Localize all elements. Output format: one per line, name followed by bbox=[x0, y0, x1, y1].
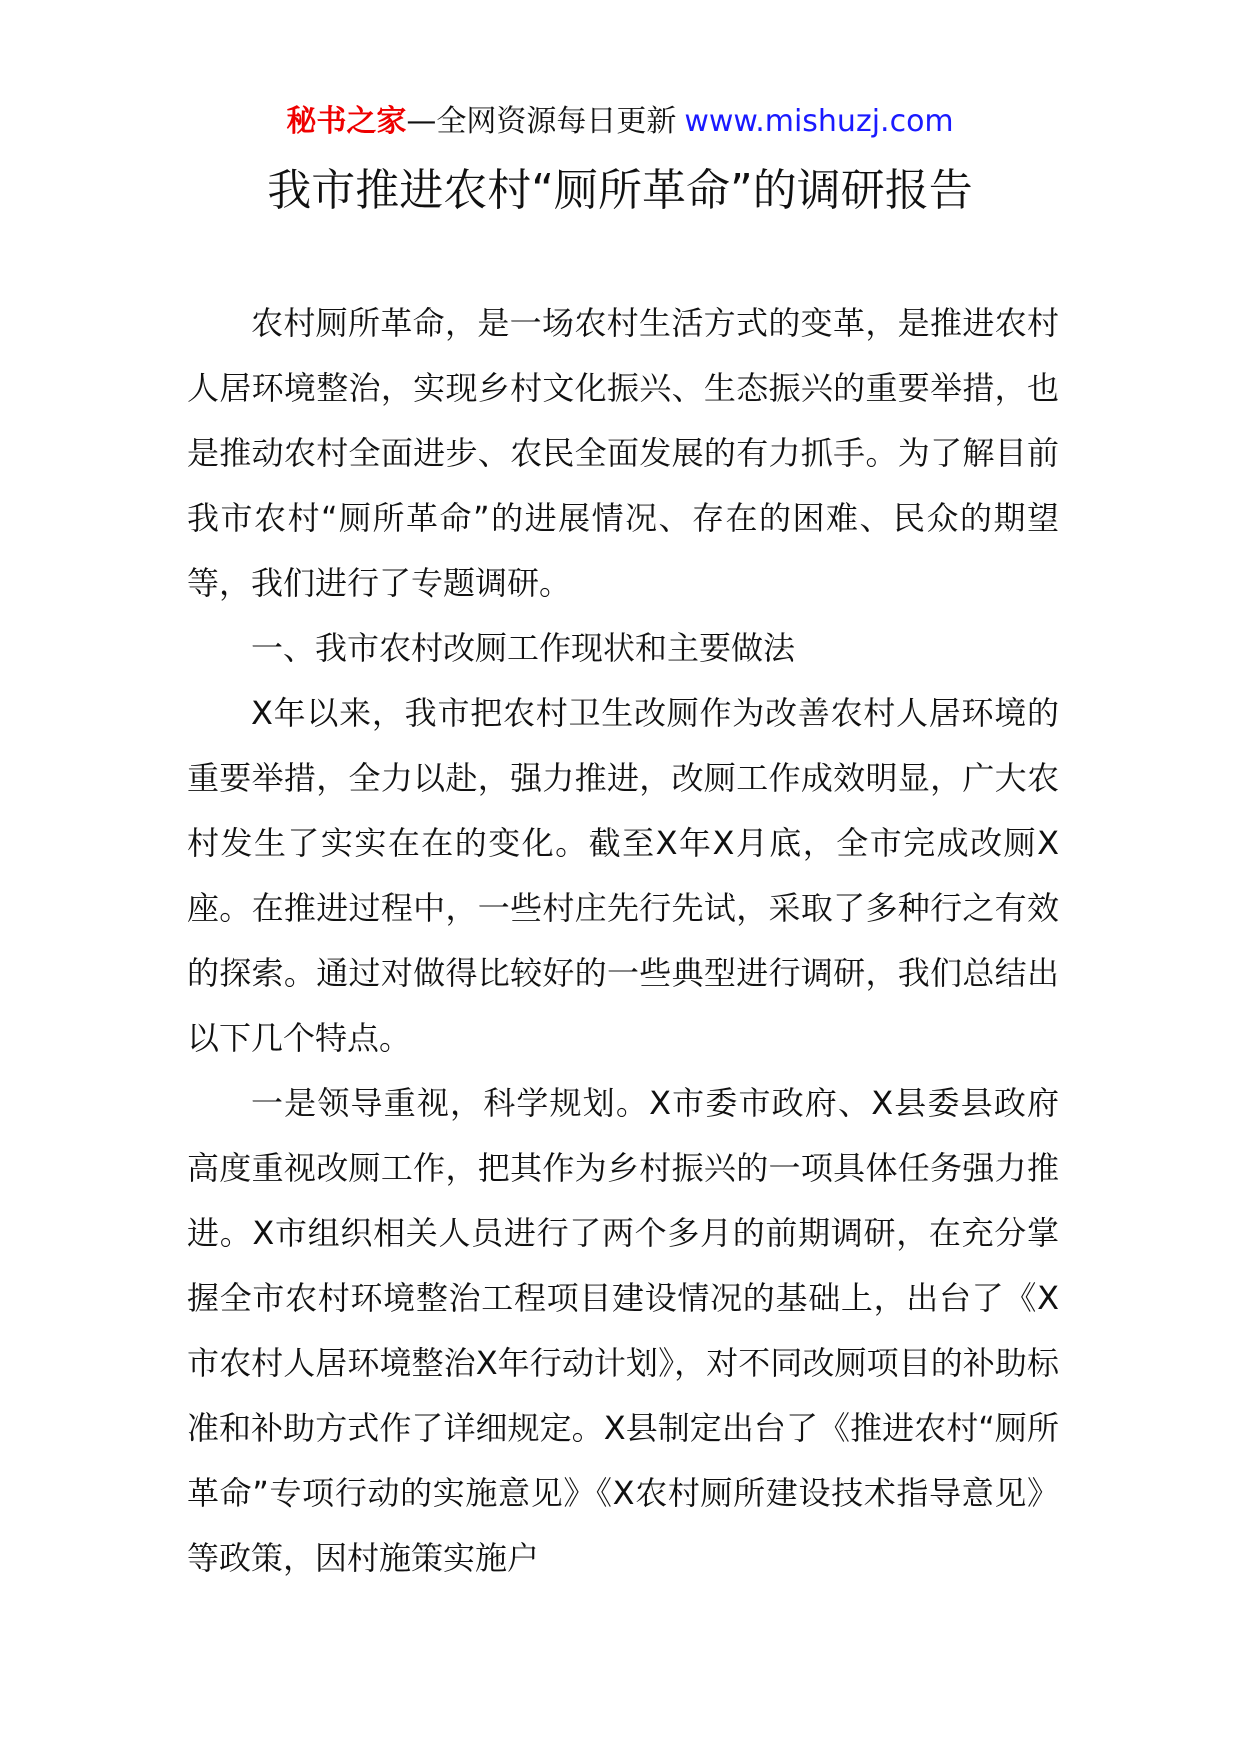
section-heading: 一、我市农村改厕工作现状和主要做法 bbox=[251, 629, 796, 667]
header-tagline: —全网资源每日更新 bbox=[406, 104, 677, 139]
document-body bbox=[187, 291, 1059, 1591]
document-title: 我市推进农村“厕所革命”的调研报告 bbox=[267, 165, 973, 216]
paragraph-status: X年以来，我市把农村卫生改厕作为改善农村人居环境的重要举措，全力以赴，强力推进，改厕工作成效明显，广大农村发生了实实在在的变化。截至X年X月底，全市完成改厕X座。在推进过程中，一些村庄先行先试，采取了多种行之有效的探索。通过对做得比较好的一些典型进行调研，我们总结出以下几个特点。 bbox=[187, 694, 1059, 1057]
brand-name: 秘书之家 bbox=[286, 104, 407, 139]
site-url-link[interactable]: www.mishuzj.com bbox=[684, 104, 954, 139]
paragraph-intro: 农村厕所革命，是一场农村生活方式的变革，是推进农村人居环境整治，实现乡村文化振兴、生态振兴的重要举措，也是推动农村全面进步、农民全面发展的有力抓手。为了解目前我市农村“厕所革命”的进展情况、存在的困难、民众的期望等，我们进行了专题调研。 bbox=[187, 304, 1059, 602]
site-header bbox=[0, 100, 1240, 144]
paragraph-point-one: 一是领导重视，科学规划。X市委市政府、X县委县政府高度重视改厕工作，把其作为乡村振兴的一项具体任务强力推进。X市组织相关人员进行了两个多月的前期调研，在充分掌握全市农村环境整治工程项目建设情况的基础上，出台了《X市农村人居环境整治X年行动计划》，对不同改厕项目的补助标准和补助方式作了详细规定。X县制定出台了《推进农村“厕所革命”专项行动的实施意见》《X农村厕所建设技术指导意见》等政策，因村施策实施户 bbox=[187, 1084, 1059, 1577]
